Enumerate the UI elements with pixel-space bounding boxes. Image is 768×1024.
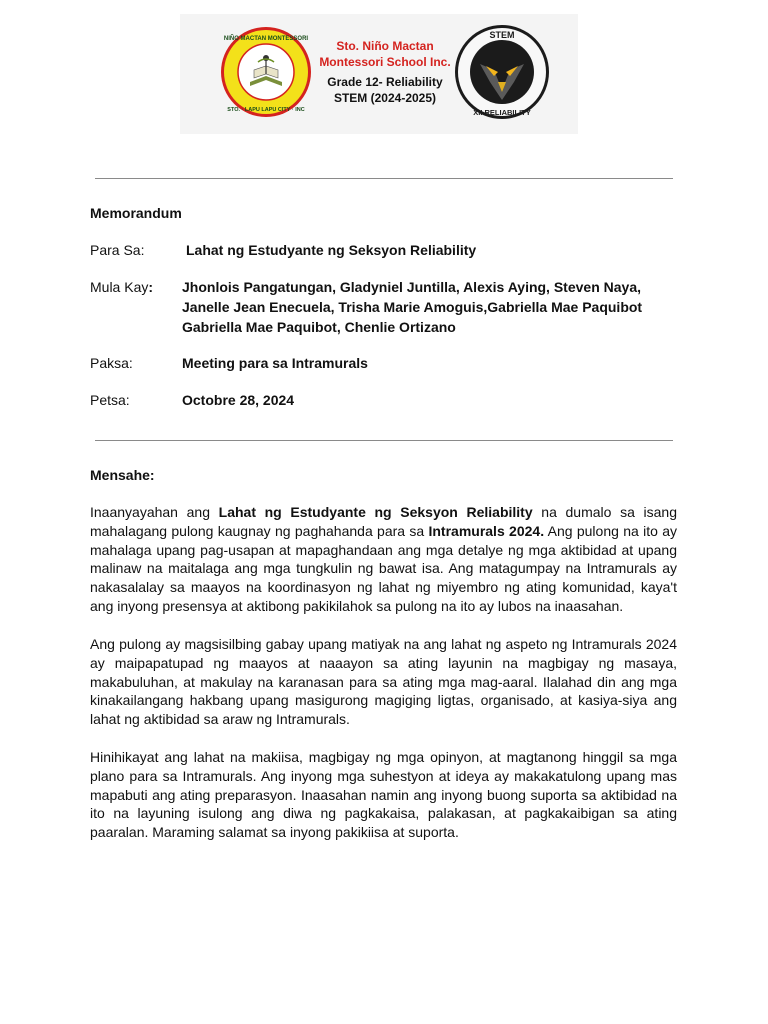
mula-kay-label	[90, 277, 153, 297]
school-seal-logo	[220, 26, 312, 118]
mula-kay-label-text: Mula Kay	[90, 279, 149, 295]
svg-text:STO. · LAPU LAPU CITY · INC: STO. · LAPU LAPU CITY · INC	[227, 107, 305, 113]
memo-title: Memorandum	[90, 205, 182, 221]
top-divider	[95, 178, 673, 179]
message-paragraph-2: Ang pulong ay magsisilbing gabay upang matiyak na ang lahat ng aspeto ng Intramurals 2024 ay maipapatupad ng maayos at naaayon sa ating layunin na magbigay ng masaya, makabuluhan, at makulay na karanasan para sa ating mga mag-aaral. Ilalahad din ang mga kinakailangang hakbang upang masigurong magiging ligtas, organisado, at kasiya-siya ang lahat ng aktibidad sa araw ng Intramurals.	[90, 636, 677, 728]
grade-section-line: Grade 12- Reliability STEM (2024-2025)	[327, 75, 443, 105]
mensahe-title: Mensahe:	[90, 467, 155, 483]
svg-text:STEM: STEM	[489, 30, 515, 40]
p1-bold-event: Intramurals 2024.	[428, 522, 545, 539]
paksa-value: Meeting para sa Intramurals	[182, 355, 368, 371]
message-paragraph-3: Hinihikayat ang lahat na makiisa, magbigay ng mga opinyon, at magtanong hinggil sa mga plano para sa Intramurals. Ang inyong mga suhestyon at ideya ay makakatulong upang mas mapabuti ang ating preparasyon. Inaasahan namin ang inyong buong suporta sa aktibidad na ito na layuning isulong ang diwa ng pagkakaisa, palakasan, at pagkakaibigan sa ating paaralan. Maraming salamat sa inyong pakikiisa at suporta.	[90, 749, 677, 841]
svg-text:XII RELIABILITY: XII RELIABILITY	[473, 108, 531, 117]
middle-divider	[95, 440, 673, 441]
message-paragraph-1	[90, 503, 677, 616]
mula-kay-colon: :	[148, 279, 154, 295]
mula-kay-value: Jhonlois Pangatungan, Gladyniel Juntilla, Alexis Aying, Steven Naya, Janelle Jean Enecuela, Trisha Marie Amoguis,Gabriella Mae Paquibot Gabriella Mae Paquibot, Chenlie Ortizano	[182, 279, 643, 335]
p1-bold-audience: Lahat ng Estudyante ng Seksyon Reliability	[218, 504, 533, 520]
petsa-value: Octobre 28, 2024	[182, 392, 295, 408]
p1-text-a: Inaanyayahan ang	[90, 504, 219, 520]
svg-text:NIÑO MACTAN MONTESSORI: NIÑO MACTAN MONTESSORI	[223, 36, 309, 42]
paksa-label: Paksa:	[90, 355, 133, 371]
p1-text-c: na dumalo sa isang mahalagang pulong kaugnay ng paghahanda para sa	[90, 504, 678, 539]
p1-text-e: Ang pulong na ito ay mahalaga upang pag-usapan at mapaghandaan ang mga detalye ng mga aktibidad at upang malinaw na maitalaga ang mga tungkulin ng bawat isa. Ang matagumpay na Intramurals ay nakasalalay sa maayos na koordinasyon ng lahat ng miyembro ng ating komunidad, kaya't ang inyong presensya at aktibong pakikilahok sa pulong na ito ay lubos na inaasahan.	[90, 522, 677, 614]
school-name: Sto. Niño Mactan Montessori School Inc.	[319, 39, 451, 69]
para-sa-label: Para Sa:	[90, 242, 145, 258]
petsa-label: Petsa:	[90, 392, 130, 408]
letterhead-banner	[180, 14, 578, 134]
stem-reliability-emblem	[454, 20, 550, 128]
para-sa-value: Lahat ng Estudyante ng Seksyon Reliability	[186, 242, 477, 258]
